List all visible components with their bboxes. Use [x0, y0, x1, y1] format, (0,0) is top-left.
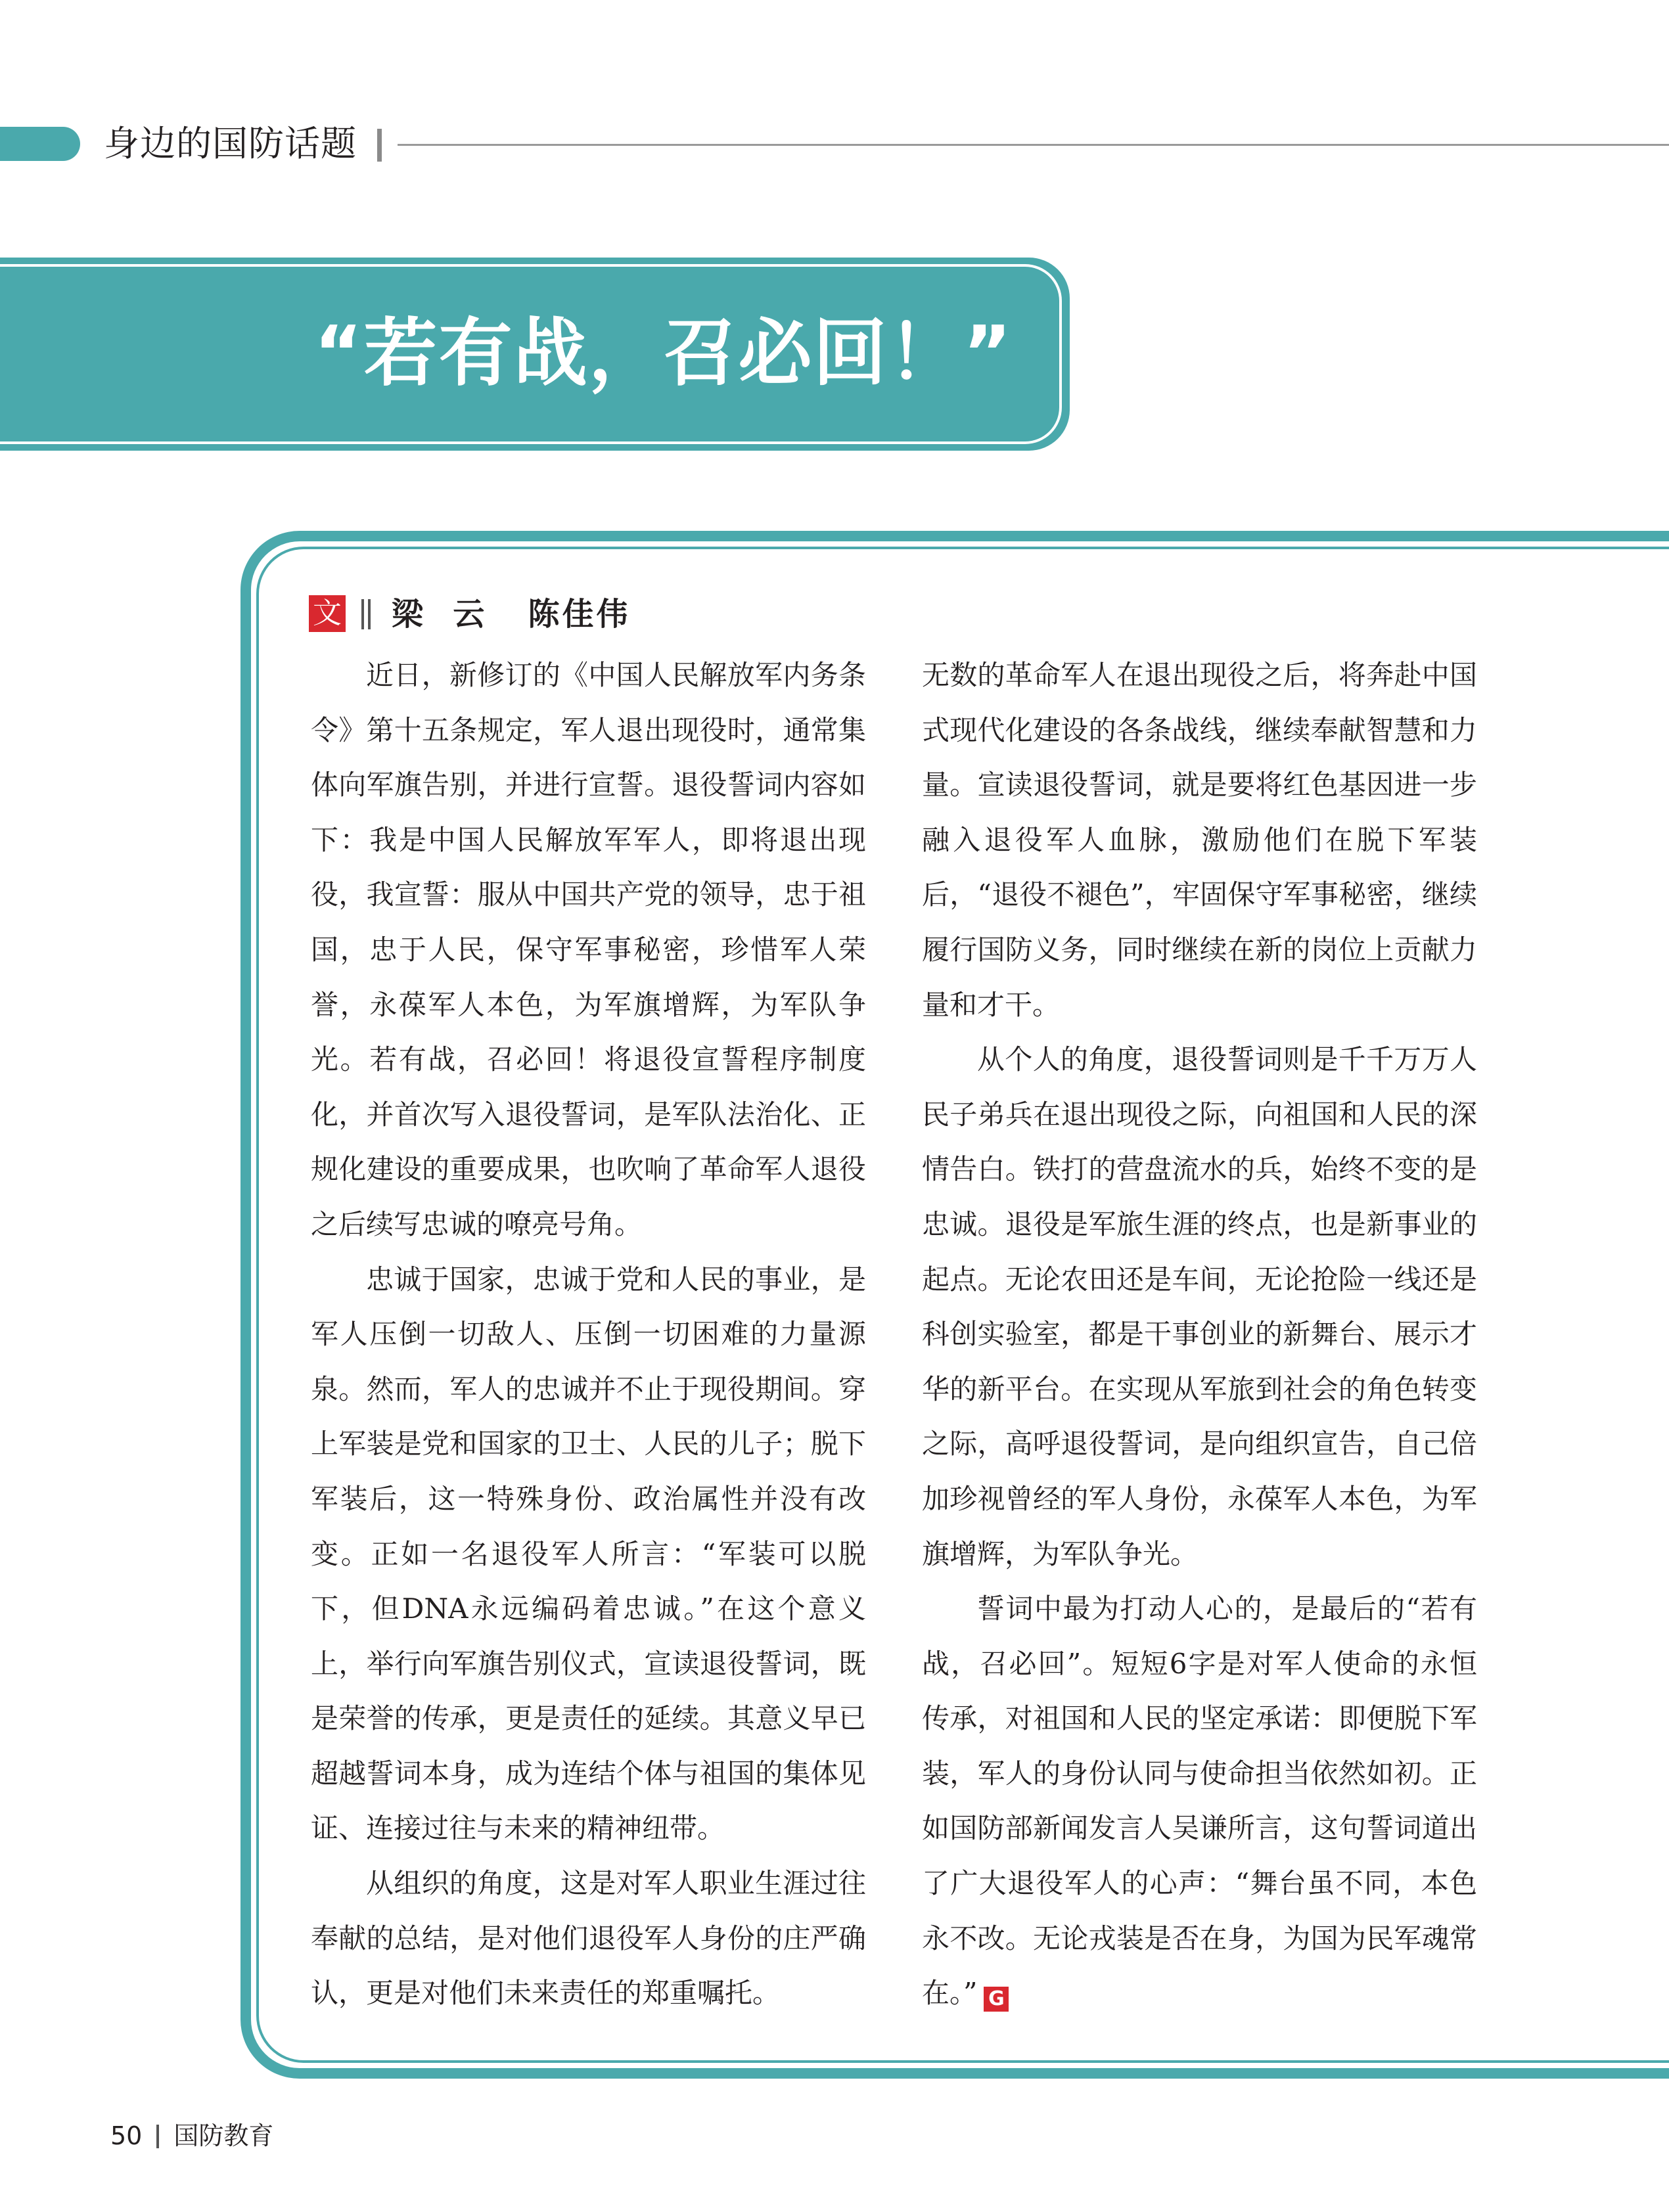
paragraph: 从个人的角度，退役誓词则是千千万万人民子弟兵在退出现役之际，向祖国和人民的深情告白。铁打的营盘流水的兵，始终不变的是忠诚。退役是军旅生涯的终点，也是新事业的起点。无论农田还是车间，无论抢险一线还是科创实验室，都是干事创业的新舞台、展示才华的新平台。在实现从军旅到社会的角色转变之际，高呼退役誓词，是向组织宣告，自己倍加珍视曾经的军人身份，永葆军人本色，为军旗增辉，为军队争光。	[922, 1043, 1477, 1570]
page-footer	[110, 2119, 273, 2152]
paragraph-text: 誓词中最为打动人心的，是最后的“若有战，召必回”。短短6字是对军人使命的永恒传承，对祖国和人民的坚定承诺：即便脱下军装，军人的身份认同与使命担当依然如初。正如国防部新闻发言人吴谦所言，这句誓词道出了广大退役军人的心声：“舞台虽不同，本色永不改。无论戎装是否在身，为国为民军魂常在。”	[922, 1592, 1477, 2010]
section-divider-bar	[377, 129, 382, 162]
paragraph: 近日，新修订的《中国人民解放军内务条令》第十五条规定，军人退出现役时，通常集体向军旗告别，并进行宣誓。退役誓词内容如下：我是中国人民解放军军人，即将退出现役，我宣誓：服从中国共产党的领导，忠于祖国，忠于人民，保守军事秘密，珍惜军人荣誉，永葆军人本色，为军旗增辉，为军队争光。若有战，召必回！将退役宣誓程序制度化，并首次写入退役誓词，是军队法治化、正规化建设的重要成果，也吹响了革命军人退役之后续写忠诚的嘹亮号角。	[311, 659, 866, 1240]
paragraph: 从组织的角度，这是对军人职业生涯过往奉献的总结，是对他们退役军人身份的庄严确认，更是对他们未来责任的郑重嘱托。	[311, 1867, 866, 2010]
paragraph: 无数的革命军人在退出现役之后，将奔赴中国式现代化建设的各条战线，继续奉献智慧和力量。宣读退役誓词，就是要将红色基因进一步融入退役军人血脉，激励他们在脱下军装后，“退役不褪色”，牢固保守军事秘密，继续履行国防义务，同时继续在新的岗位上贡献力量和才干。	[922, 659, 1477, 1021]
section-tab-marker	[0, 127, 80, 161]
section-title: 身边的国防话题	[104, 123, 357, 164]
section-rule-line	[398, 144, 1669, 146]
byline-authors: 梁 云 陈佳伟	[392, 596, 631, 633]
article-column-left	[311, 648, 866, 2021]
paragraph: 忠诚于国家，忠诚于党和人民的事业，是军人压倒一切敌人、压倒一切困难的力量源泉。然而，军人的忠诚并不止于现役期间。穿上军装是党和国家的卫士、人民的儿子；脱下军装后，这一特殊身份、政治属性并没有改变。正如一名退役军人所言：“军装可以脱下，但DNA永远编码着忠诚。”在这个意义上，举行向军旗告别仪式，宣读退役誓词，既是荣誉的传承，更是责任的延续。其意义早已超越誓词本身，成为连结个体与祖国的集体见证、连接过往与未来的精神纽带。	[311, 1263, 866, 1845]
article-column-right	[922, 648, 1477, 2021]
byline-divider	[361, 599, 372, 629]
page-number: 50	[110, 2121, 143, 2150]
magazine-name: 国防教育	[173, 2121, 274, 2150]
author-label-icon: 文	[309, 595, 346, 632]
footer-divider	[156, 2125, 159, 2148]
article-title: “若有战，召必回！”	[314, 311, 1013, 396]
paragraph	[922, 1581, 1477, 2021]
end-of-article-icon: G	[984, 1987, 1009, 2012]
